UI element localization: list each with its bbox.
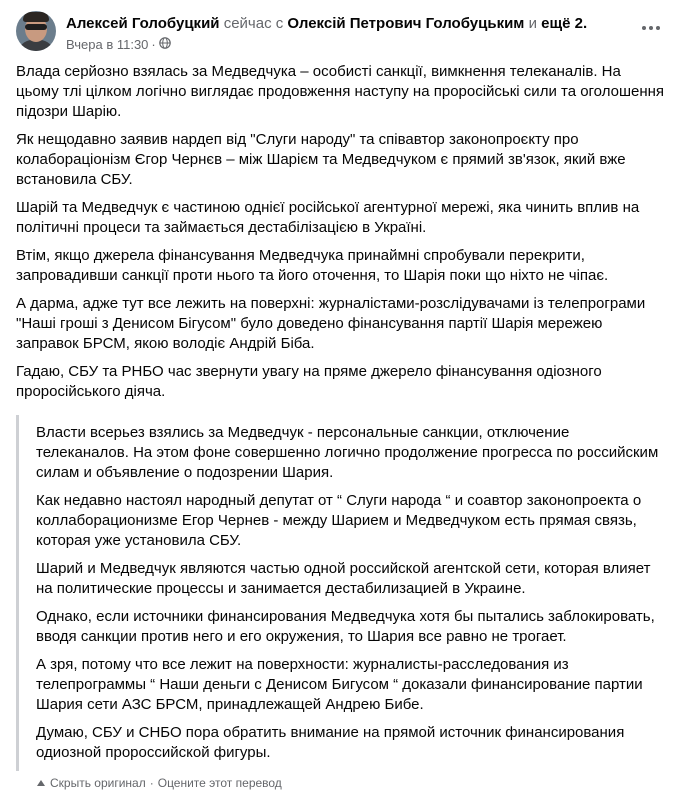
post-timestamp[interactable]: Вчера в 11:30 (66, 37, 149, 52)
post-paragraph: Влада серйозно взялась за Медведчука – особисті санкції, вимкнення телеканалів. На цьому тлі цілком логічно виглядає продовження наступу на проросійські сили та оголошення підозри Шарію. (16, 63, 665, 120)
caret-up-icon (36, 775, 46, 791)
avatar-glasses (25, 24, 47, 30)
translation-paragraph: Однако, если источники финансирования Медведчука хотя бы пытались заблокировать, вводя санкции против него и его окружения, то Шария все равно не трогает. (36, 608, 655, 645)
dot (656, 26, 660, 30)
author-name[interactable]: Алексей Голобуцкий (66, 15, 220, 32)
and-text: и (528, 15, 537, 32)
post-body (16, 62, 666, 410)
translation-actions (36, 775, 282, 791)
translation-paragraph: А зря, потому что все лежит на поверхности: журналисты-расследования из телепрограммы “ Наши деньги с Денисом Бигусом “ доказали финансирование партии Шария сети АЗС БРСМ, принадлежащей Андрею Бибе. (36, 656, 643, 713)
translation-block (16, 415, 664, 771)
translation-paragraph: Думаю, СБУ и СНБО пора обратить внимание на прямой источник финансирования одиозной пророссийской фигуры. (36, 724, 625, 761)
hide-original-link[interactable]: Скрыть оригинал (50, 776, 146, 790)
author-avatar[interactable] (16, 11, 56, 51)
translation-paragraph: Шарий и Медведчук являются частью одной российской агентской сети, которая влияет на политические процессы и занимается дестабилизацией в Украине. (36, 560, 651, 597)
post-paragraph: А дарма, адже тут все лежить на поверхні: журналістами-розслідувачами із телепрограми "Наші гроші з Денисом Бігусом" було доведено фінансування партії Шарія мережею заправок БРСМ, якою володіє Андрій Біба. (16, 295, 646, 352)
translation-paragraph: Власти всерьез взялись за Медведчук - персональные санкции, отключение телеканалов. На этом фоне совершенно логично продолжение прогресса по российским силам и объявление о подозрении Шария. (36, 424, 659, 481)
post-header (66, 14, 587, 33)
others-link[interactable]: ещё 2. (541, 15, 588, 32)
translation-paragraph: Как недавно настоял народный депутат от “ Слуги народа “ и соавтор законопроекта о коллаборационизме Егор Чернев - между Шарием и Медведчуком есть прямая связь, которая уже установила СБУ. (36, 492, 642, 549)
more-options-icon[interactable] (636, 16, 666, 40)
dot (649, 26, 653, 30)
meta-separator: · (151, 37, 156, 52)
post-paragraph: Шарій та Медведчук є частиною однієї російської агентурної мережі, яка чинить вплив на політичні процеси та займається дестабілізацією в Україні. (16, 199, 640, 236)
action-separator: · (149, 776, 154, 790)
post-paragraph: Як нещодавно заявив нардеп від "Слуги народу" та співавтор законопроєкту про колабораціонізм Єгор Чернєв – між Шарієм та Медведчуком є прямий зв'язок, який вже встановила СБУ. (16, 131, 626, 188)
rate-translation-link[interactable]: Оцените этот перевод (157, 776, 282, 790)
post-paragraph: Гадаю, СБУ та РНБО час звернути увагу на пряме джерело фінансування одіозного проросійського діяча. (16, 363, 602, 400)
with-text: сейчас с (223, 15, 284, 32)
post-meta (66, 37, 171, 53)
dot (642, 26, 646, 30)
post-paragraph: Втім, якщо джерела фінансування Медведчука принаймні спробували перекрити, запровадивши санкції проти нього та його оточення, то Шарія поки що ніхто не чіпає. (16, 247, 609, 284)
tagged-person[interactable]: Олексій Петрович Голобуцьким (287, 15, 525, 32)
globe-icon[interactable] (159, 37, 171, 53)
avatar-hair (23, 12, 49, 22)
